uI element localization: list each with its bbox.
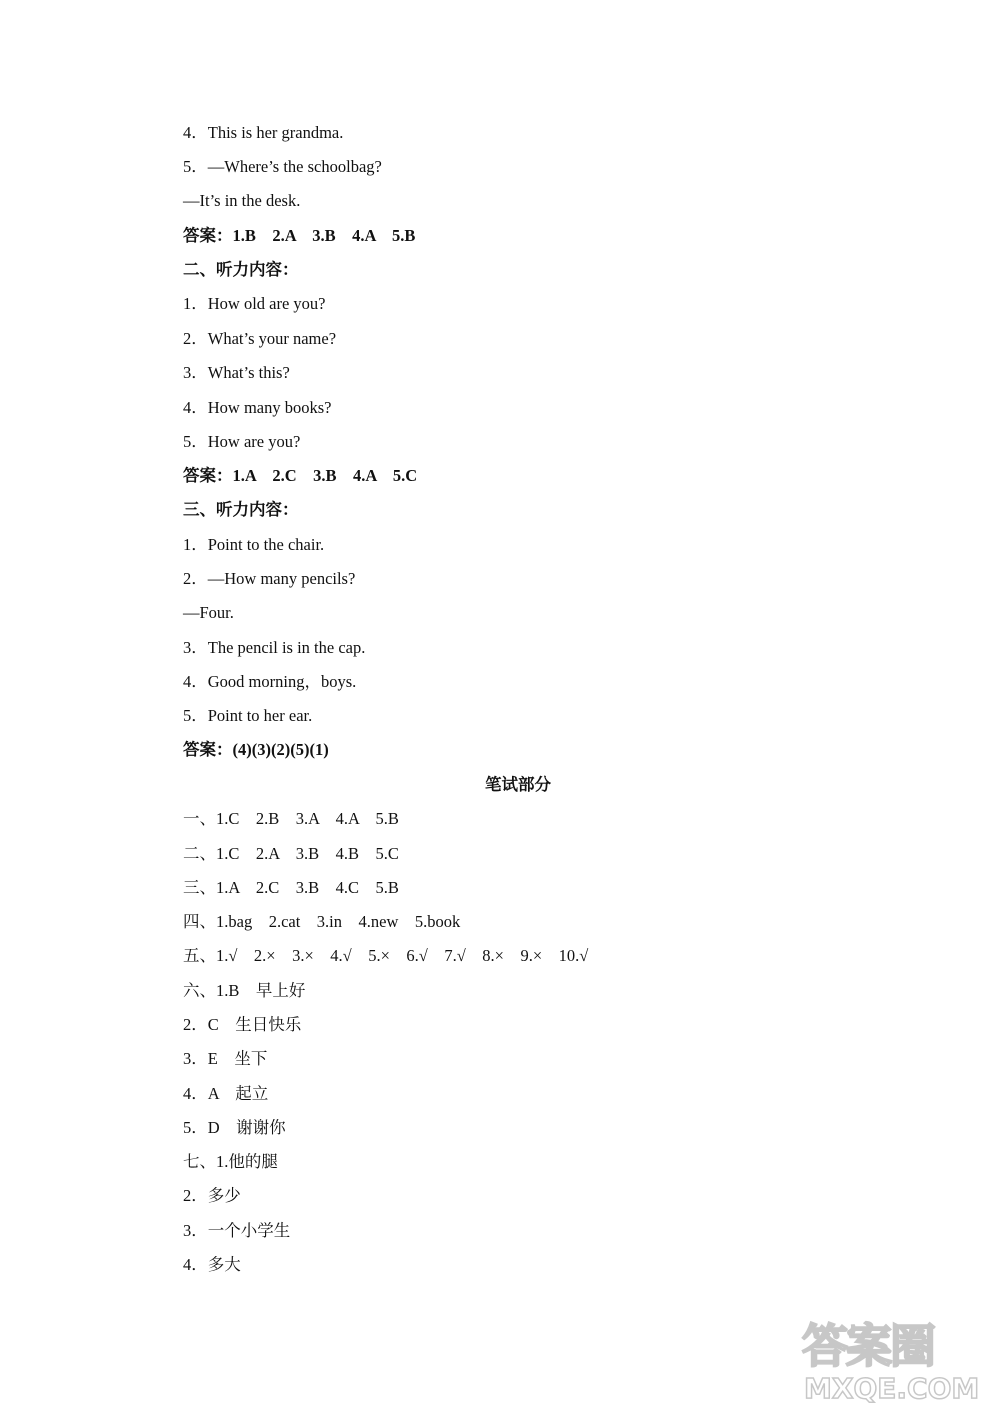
watermark-url: MXQE.COM [804,1372,980,1405]
written-answer-line: 4．多大 [183,1255,241,1274]
listening-line: 3．The pencil is in the cap. [183,638,366,657]
written-answer-line: 2．C 生日快乐 [183,1015,302,1034]
answer-line: 答案：1.A 2.C 3.B 4.A 5.C [183,466,418,485]
listening-line: —Four. [183,603,234,622]
written-answer-line: 5．D 谢谢你 [183,1118,286,1137]
listening-line: 3．What’s this? [183,363,290,382]
answer-line: 答案：1.B 2.A 3.B 4.A 5.B [183,226,416,245]
written-answer-line: 4．A 起立 [183,1084,269,1103]
written-answer-line: 3．E 坐下 [183,1049,268,1068]
written-answer-line: 一、1.C 2.B 3.A 4.A 5.B [183,809,399,828]
written-answer-line: 五、1.√ 2.× 3.× 4.√ 5.× 6.√ 7.√ 8.× 9.× 10.√ [183,946,589,965]
written-answer-line: 六、1.B 早上好 [183,981,306,1000]
listening-line: 2．What’s your name? [183,329,337,348]
written-answer-line: 2．多少 [183,1186,241,1205]
written-answer-line: 3．一个小学生 [183,1221,291,1240]
section-heading: 二、听力内容： [183,260,299,279]
listening-line: 4．This is her grandma. [183,123,344,142]
listening-line: 5．How are you? [183,432,301,451]
written-answer-line: 三、1.A 2.C 3.B 4.C 5.B [183,878,399,897]
listening-line: 5．Point to her ear. [183,706,313,725]
listening-line: 1．Point to the chair. [183,535,325,554]
listening-line: 5．—Where’s the schoolbag? [183,157,382,176]
listening-line: —It’s in the desk. [183,191,301,210]
written-section-title: 笔试部分 [485,775,551,794]
listening-line: 4．How many books? [183,398,332,417]
written-answer-line: 二、1.C 2.A 3.B 4.B 5.C [183,844,399,863]
answer-line: 答案：(4)(3)(2)(5)(1) [183,740,329,759]
written-answer-line: 四、1.bag 2.cat 3.in 4.new 5.book [183,912,461,931]
listening-line: 1．How old are you? [183,294,326,313]
listening-line: 4．Good morning，boys. [183,672,357,691]
watermark-glyphs: 答案圈 [802,1319,934,1373]
section-heading: 三、听力内容： [183,500,299,519]
written-answer-line: 七、1.他的腿 [183,1152,278,1171]
listening-line: 2．—How many pencils? [183,569,356,588]
watermark-logo [802,1316,992,1408]
